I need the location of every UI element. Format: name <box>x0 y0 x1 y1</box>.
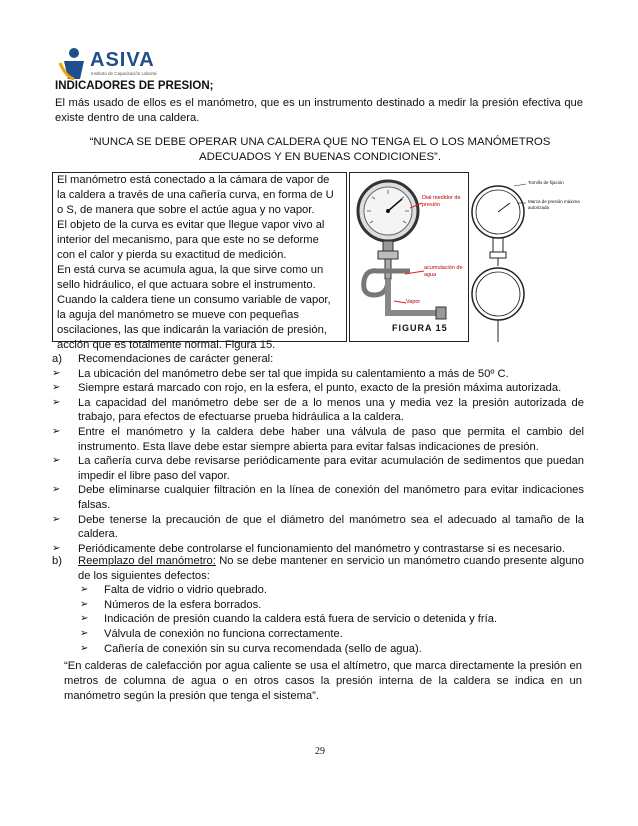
manometer-line-drawing <box>470 170 582 345</box>
figure-15-gauge <box>349 172 469 342</box>
arrow-bullet-icon: ➢ <box>52 455 61 467</box>
manometer-description-box <box>52 172 347 351</box>
section-b-title: Reemplazo del manómetro: <box>78 555 216 567</box>
final-quote: “En calderas de calefacción por agua caliente se usa el altímetro, que marca directamente la presión en metros de columna de agua o en otros casos la presión interna de la caldera se indica en un manómetro según la presión que tenga el sistema”. <box>64 660 582 702</box>
arrow-bullet-icon: ➢ <box>80 613 89 625</box>
section-b-marker: b) <box>52 555 62 567</box>
box-line: o S, de manera que sobre el actúe agua y no vapor. <box>57 204 315 216</box>
list-item: ➢ Números de la esfera borrados. <box>80 598 262 611</box>
section-a-marker: a) <box>52 353 62 365</box>
arrow-bullet-icon: ➢ <box>80 598 89 610</box>
figure-caption: FIGURA 15 <box>392 323 448 333</box>
logo-subtitle: Instituto de Capacitación Laboral <box>91 71 157 76</box>
box-line: oscilaciones, las que indicarán la variación de presión, <box>57 324 327 336</box>
section-b <box>50 554 584 656</box>
box-line: acción que es totalmente normal. Figura 15. <box>57 339 276 351</box>
list-item: ➢ Cañería de conexión sin su curva recomendada (sello de agua). <box>80 642 422 655</box>
section-heading: INDICADORES DE PRESION; <box>55 80 214 92</box>
list-item: ➢ La cañería curva debe revisarse periódicamente para evitar acumulación de sedimentos que puedan impedir el libre paso del vapor. <box>52 455 584 482</box>
arrow-bullet-icon: ➢ <box>52 367 61 379</box>
asiva-logo <box>58 47 168 81</box>
box-line: sello hidráulico, el que actuara sobre el instrumento. <box>57 279 316 291</box>
list-item: ➢ Siempre estará marcado con rojo, en la esfera, el punto, exacto de la presión máxima autorizada. <box>52 382 562 395</box>
box-line: la aguja del manómetro se mueve con pequeñas <box>57 309 299 321</box>
asiva-logo-mark-icon <box>58 47 90 81</box>
box-line: El objeto de la curva es evitar que llegue vapor vivo al <box>57 219 325 231</box>
section-b-intro <box>50 554 584 583</box>
box-line: Cuando la caldera tiene un consumo variable de vapor, <box>57 294 331 306</box>
list-item: ➢ Debe tenerse la precaución de que el diámetro del manómetro sea el adecuado al tamaño de la caldera. <box>52 513 584 541</box>
arrow-bullet-icon: ➢ <box>80 627 89 639</box>
arrow-bullet-icon: ➢ <box>52 484 61 496</box>
arrow-bullet-icon: ➢ <box>52 513 61 525</box>
intro-paragraph: El más usado de ellos es el manómetro, que es un instrumento destinado a medir la presión efectiva que existe dentro de una caldera. <box>55 97 583 124</box>
arrow-bullet-icon: ➢ <box>52 382 61 394</box>
list-item: ➢ Debe eliminarse cualquier filtración en la línea de conexión del manómetro para evitar indicaciones falsas. <box>52 484 584 511</box>
arrow-bullet-icon: ➢ <box>80 584 89 596</box>
list-item: ➢ Válvula de conexión no funciona correctamente. <box>80 627 343 640</box>
arrow-bullet-icon: ➢ <box>52 396 61 408</box>
arrow-bullet-icon: ➢ <box>52 425 61 437</box>
box-line: con el calor y pierda su exactitud de medición. <box>57 249 287 261</box>
box-line: En está curva se acumula agua, la que sirve como un <box>57 264 324 276</box>
label-accumulation: acumulación de agua <box>424 265 463 278</box>
list-item: ➢ Falta de vidrio o vidrio quebrado. <box>80 584 267 597</box>
label-steam: Vapor <box>406 299 421 305</box>
list-item: ➢ La capacidad del manómetro debe ser de a lo menos una y media vez la presión autorizada de trabajo, para efectos de efectuarse prueba hidráulica a la caldera. <box>52 396 584 424</box>
logo-name: ASIVA <box>90 49 155 71</box>
list-item: ➢ Indicación de presión cuando la caldera está fuera de servicio o detenida y fría. <box>80 613 498 626</box>
warning-quote: “NUNCA SE DEBE OPERAR UNA CALDERA QUE NO TENGA EL O LOS MANÓMETROS ADECUADOS Y EN BUENAS CONDICIONES”. <box>89 136 551 163</box>
section-a-list <box>50 352 584 556</box>
section-b-text: No se debe mantener en servicio un manómetro cuando presente alguno de los siguientes defectos: <box>78 555 584 582</box>
box-line: El manómetro está conectado a la cámara de vapor de <box>57 174 330 186</box>
section-a-title-text: Recomendaciones de carácter general: <box>78 353 274 365</box>
list-item: ➢ La ubicación del manómetro debe ser tal que impida su calentamiento a más de 50º C. <box>52 367 509 380</box>
arrow-bullet-icon: ➢ <box>80 642 89 654</box>
page-number: 29 <box>315 746 325 757</box>
label-right-top: Tornillo de fijación <box>528 180 564 185</box>
list-item: ➢ Entre el manómetro y la caldera debe haber una válvula de paso que permita el cambio del instrumento. Esta llave debe estar siempre abierta para evitar falsas indicaciones de presión. <box>52 425 584 453</box>
label-dial: Dial medidor de presión <box>422 195 461 208</box>
box-line: interior del mecanismo, para que este no se deforme <box>57 234 319 246</box>
list-item: ➢ Periódicamente debe controlarse el funcionamiento del manómetro y contrastarse si es necesario. <box>52 542 565 555</box>
section-a-title <box>50 352 584 367</box>
arrow-bullet-icon: ➢ <box>52 542 61 554</box>
label-right-mid: Marca de presión máxima autorizada <box>528 199 580 210</box>
box-line: la caldera a través de una cañería curva, en forma de U <box>57 189 334 201</box>
